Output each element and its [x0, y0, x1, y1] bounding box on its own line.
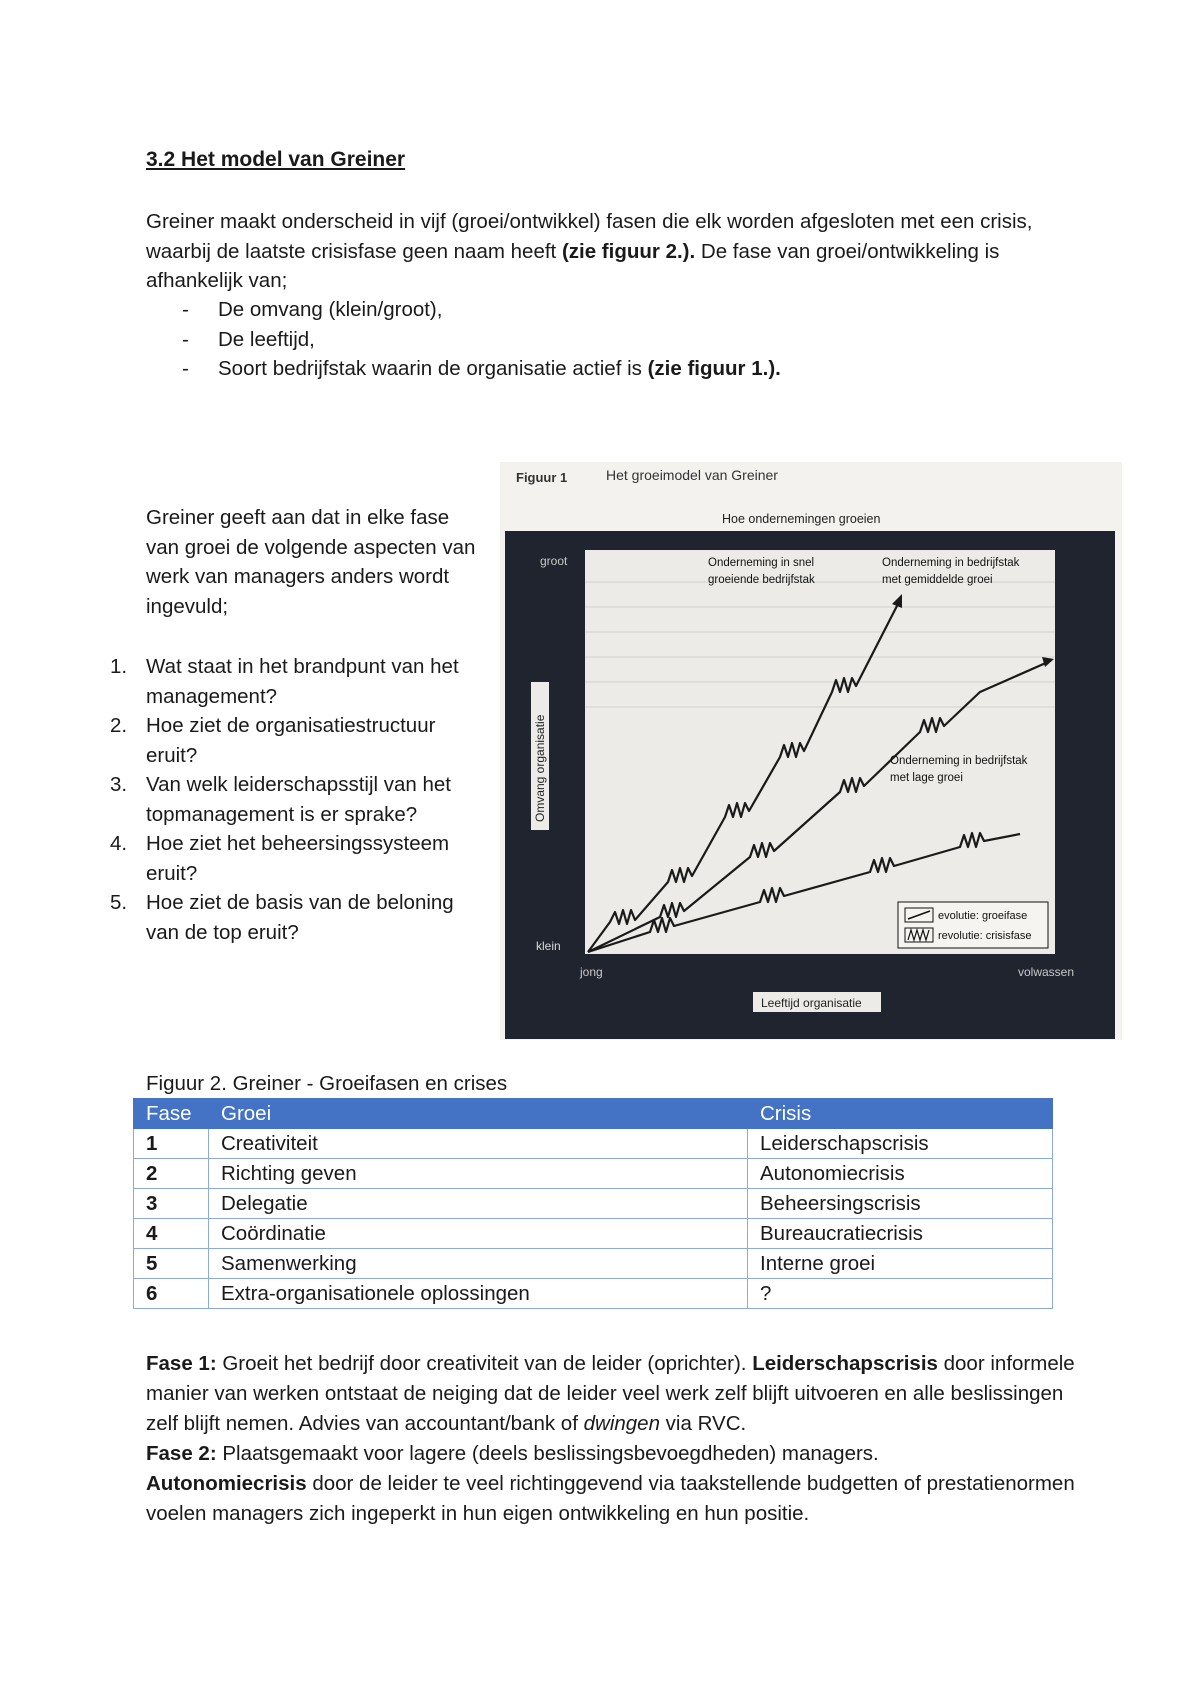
header-crisis: Crisis: [748, 1099, 1053, 1129]
list-item: 3. Van welk leiderschapsstijl van het topmanagement is er sprake?: [110, 773, 451, 826]
table-header-row: [134, 1099, 1053, 1129]
label-low-2: met lage groei: [890, 772, 963, 784]
fase1-text: Groeit het bedrijf door creativiteit van de leider (oprichter).: [216, 1352, 753, 1375]
dependency-list: [182, 295, 781, 384]
figure-label: Figuur 1: [516, 470, 568, 485]
cell-fase: 6: [134, 1279, 209, 1309]
list-item: 1. Wat staat in het brandpunt van het management?: [110, 655, 459, 708]
cell-crisis: Leiderschapscrisis: [748, 1129, 1053, 1159]
fase1-label: Fase 1:: [146, 1352, 217, 1375]
cell-crisis: Bureaucratiecrisis: [748, 1219, 1053, 1249]
greiner-figure: [500, 462, 1122, 1040]
cell-groei: Creativiteit: [209, 1129, 748, 1159]
table-row: [134, 1129, 1053, 1159]
fase2-label: Fase 2:: [146, 1442, 217, 1465]
cell-crisis: Interne groei: [748, 1249, 1053, 1279]
section-heading: 3.2 Het model van Greiner: [146, 148, 406, 171]
cell-fase: 5: [134, 1249, 209, 1279]
cell-fase: 1: [134, 1129, 209, 1159]
cell-crisis: ?: [748, 1279, 1053, 1309]
legend-rev-label: revolutie: crisisfase: [938, 930, 1032, 942]
table-row: [134, 1249, 1053, 1279]
label-mid-1: Onderneming in bedrijfstak: [882, 557, 1020, 569]
table-row: [134, 1189, 1053, 1219]
fase2-text-2: door de leider te veel richtinggevend via taakstellende budgetten of prestatienormen voelen managers zich ingeperkt in hun eigen ontwikkeling en hun positie.: [146, 1472, 1075, 1525]
x-axis-title: Leeftijd organisatie: [761, 996, 862, 1010]
cell-crisis: Beheersingscrisis: [748, 1189, 1053, 1219]
cell-groei: Richting geven: [209, 1159, 748, 1189]
x-right-label: volwassen: [1018, 965, 1075, 979]
cell-groei: Extra-organisationele oplossingen: [209, 1279, 748, 1309]
fase2-crisis: Autonomiecrisis: [146, 1472, 307, 1495]
cell-crisis: Autonomiecrisis: [748, 1159, 1053, 1189]
figure-title: Het groeimodel van Greiner: [606, 467, 778, 483]
list-item: 4. Hoe ziet het beheersingssysteem eruit?: [110, 832, 450, 885]
cell-fase: 2: [134, 1159, 209, 1189]
figure-legend: [898, 902, 1048, 948]
fase1-crisis: Leiderschapscrisis: [752, 1352, 938, 1375]
legend-evo-label: evolutie: groeifase: [938, 910, 1028, 922]
x-left-label: jong: [580, 965, 603, 979]
table-row: [134, 1159, 1053, 1189]
label-fast-1: Onderneming in snel: [708, 557, 815, 569]
table-caption: Figuur 2. Greiner - Groeifasen en crises: [146, 1072, 508, 1095]
list-item: 5. Hoe ziet de basis van de beloning van de top eruit?: [110, 891, 454, 944]
label-mid-2: met gemiddelde groei: [882, 574, 993, 586]
list-item: - Soort bedrijfstak waarin de organisatie actief is (zie figuur 1.).: [182, 357, 781, 380]
header-groei: Groei: [209, 1099, 748, 1129]
fase1-emphasis: dwingen: [583, 1412, 660, 1435]
table-row: [134, 1279, 1053, 1309]
y-axis-title: Omvang organisatie: [533, 714, 547, 822]
table-row: [134, 1219, 1053, 1249]
aspects-intro: Greiner geeft aan dat in elke fase van groei de volgende aspecten van werk van managers anders wordt ingevuld;: [146, 506, 476, 618]
list-item: 2. Hoe ziet de organisatiestructuur eruit?: [110, 714, 436, 767]
label-low-1: Onderneming in bedrijfstak: [890, 755, 1028, 767]
header-fase: Fase: [134, 1099, 209, 1129]
phase-descriptions: [146, 1349, 1096, 1529]
cell-fase: 4: [134, 1219, 209, 1249]
fase1-text-2: door informele manier van werken ontstaat de neiging dat de leider veel werk zelf blijft uitvoeren en alle beslissingen zelf blijft nemen. Advies van accountant/bank of: [146, 1352, 1075, 1435]
list-item: - De leeftijd,: [182, 327, 315, 351]
y-bottom-label: klein: [536, 939, 561, 953]
question-list: [110, 652, 490, 947]
cell-fase: 3: [134, 1189, 209, 1219]
plot-area: [585, 550, 1055, 954]
intro-paragraph: Greiner maakt onderscheid in vijf (groei/ontwikkel) fasen die elk worden afgesloten met een crisis, waarbij de laatste crisisfase geen naam heeft (zie figuur 2.). De fase van groei/ontwikkeling is afhankelijk van;: [146, 210, 1033, 292]
phases-table: [133, 1098, 1053, 1309]
fase2-text: Plaatsgemaakt voor lagere (deels beslissingsbevoegdheden) managers.: [216, 1442, 879, 1465]
label-fast-2: groeiende bedrijfstak: [708, 574, 815, 586]
cell-groei: Delegatie: [209, 1189, 748, 1219]
y-top-label: groot: [540, 554, 568, 568]
fase1-text-3: via RVC.: [659, 1412, 747, 1435]
cell-groei: Samenwerking: [209, 1249, 748, 1279]
figure-subtitle: Hoe ondernemingen groeien: [722, 512, 881, 526]
cell-groei: Coördinatie: [209, 1219, 748, 1249]
list-item: - De omvang (klein/groot),: [182, 298, 443, 321]
